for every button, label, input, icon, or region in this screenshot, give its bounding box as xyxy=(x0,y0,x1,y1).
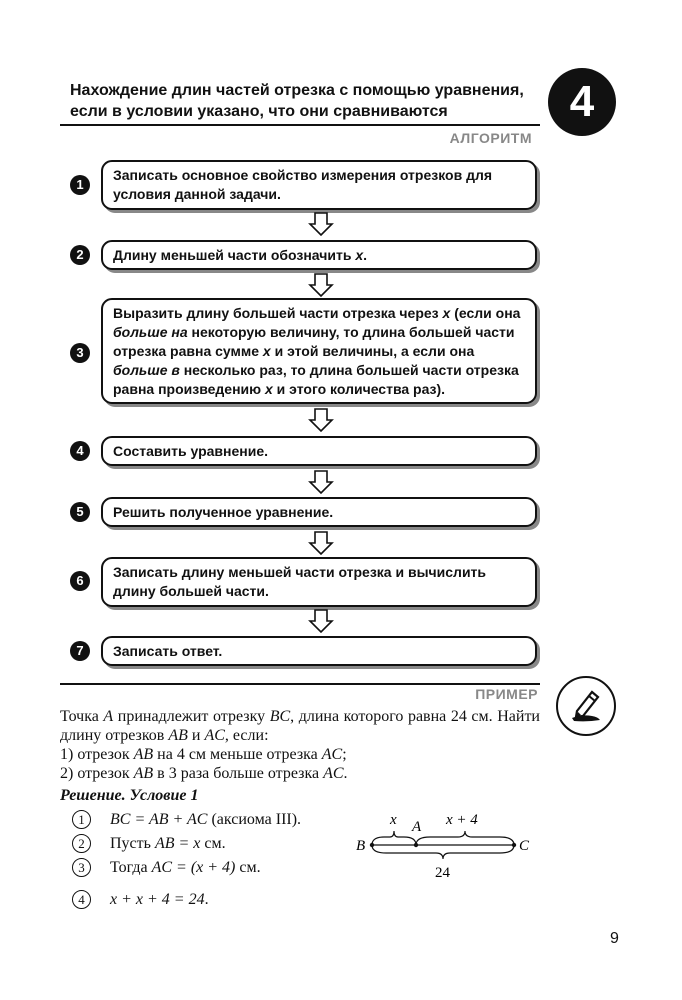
step-number-1: 1 xyxy=(70,175,90,195)
algorithm-label: АЛГОРИТМ xyxy=(449,130,532,146)
down-arrow-icon xyxy=(308,470,334,494)
down-arrow-icon xyxy=(308,273,334,297)
step-box-4 xyxy=(101,436,537,466)
solution-step-marker: 3 xyxy=(72,858,91,877)
label-x: x xyxy=(390,812,397,828)
step-text-5: Решить полученное уравнение. xyxy=(113,503,334,520)
step-text-2: Длину меньшей части обозначить x. xyxy=(113,246,368,263)
example-problem: Точка A принадлежит отрезку BC, длина которого равна 24 см. Найти длину отрезков AB и AC, если: xyxy=(60,708,540,744)
step-number-2: 2 xyxy=(70,245,90,265)
step-text-1: Записать основное свойство измерения отрезков для условия данной задачи. xyxy=(113,167,493,202)
step-number-7: 7 xyxy=(70,641,90,661)
condition-1: 1) отрезок AB на 4 см меньше отрезка AC; xyxy=(60,746,347,763)
step-text-3: Выразить длину большей части отрезка через x (если она больше на некоторую величину, то длина большей части отрезка равна сумме x и этой величины, а если она больше в несколько раз, то длина большей части отрезка равна произведению x и этого количества раз). xyxy=(113,304,521,397)
label-a: A xyxy=(412,819,422,835)
step-text-4: Составить уравнение. xyxy=(113,442,268,459)
solution-line-4: x + x + 4 = 24. xyxy=(110,891,209,908)
section-title: Нахождение длин частей отрезка с помощью уравнения, если в условии указано, что они сравниваются xyxy=(70,82,524,120)
step-number-3: 3 xyxy=(70,343,90,363)
step-number-6: 6 xyxy=(70,571,90,591)
step-number-5: 5 xyxy=(70,502,90,522)
brace-ac xyxy=(416,831,514,845)
solution-step-marker: 2 xyxy=(72,834,91,853)
step-box-6 xyxy=(101,557,537,607)
down-arrow-icon xyxy=(308,408,334,432)
title-divider xyxy=(60,124,540,126)
step-box-1 xyxy=(101,160,537,210)
solution-line-1: BC = AB + AC (аксиома III). xyxy=(110,811,302,828)
down-arrow-icon xyxy=(308,531,334,555)
solution-line-3: Тогда AC = (x + 4) см. xyxy=(110,859,261,876)
step-number-4: 4 xyxy=(70,441,90,461)
step-box-7 xyxy=(101,636,537,666)
label-total: 24 xyxy=(435,865,450,881)
solution-heading: Решение. Условие 1 xyxy=(60,787,199,804)
label-b: B xyxy=(356,838,366,854)
pencil-icon xyxy=(556,676,616,736)
example-label: ПРИМЕР xyxy=(475,686,538,702)
condition-2: 2) отрезок AB в 3 раза больше отрезка AC. xyxy=(60,765,348,782)
example-divider xyxy=(60,683,540,685)
down-arrow-icon xyxy=(308,212,334,236)
section-number-badge: 4 xyxy=(548,68,616,136)
solution-line-2: Пусть AB = x см. xyxy=(110,835,226,852)
solution-step-marker: 1 xyxy=(72,810,91,829)
brace-ab xyxy=(372,831,416,845)
segment-diagram xyxy=(350,805,540,885)
step-box-3 xyxy=(101,298,537,404)
step-box-2 xyxy=(101,240,537,270)
solution-step-marker: 4 xyxy=(72,890,91,909)
label-x-plus-4: x + 4 xyxy=(446,812,478,828)
step-text-6: Записать длину меньшей части отрезка и вычислить длину большей части. xyxy=(113,564,487,599)
step-text-7: Записать ответ. xyxy=(113,642,223,659)
down-arrow-icon xyxy=(308,609,334,633)
step-box-5 xyxy=(101,497,537,527)
label-c: C xyxy=(519,838,530,854)
page-number: 9 xyxy=(610,930,619,947)
brace-bc xyxy=(372,845,514,859)
